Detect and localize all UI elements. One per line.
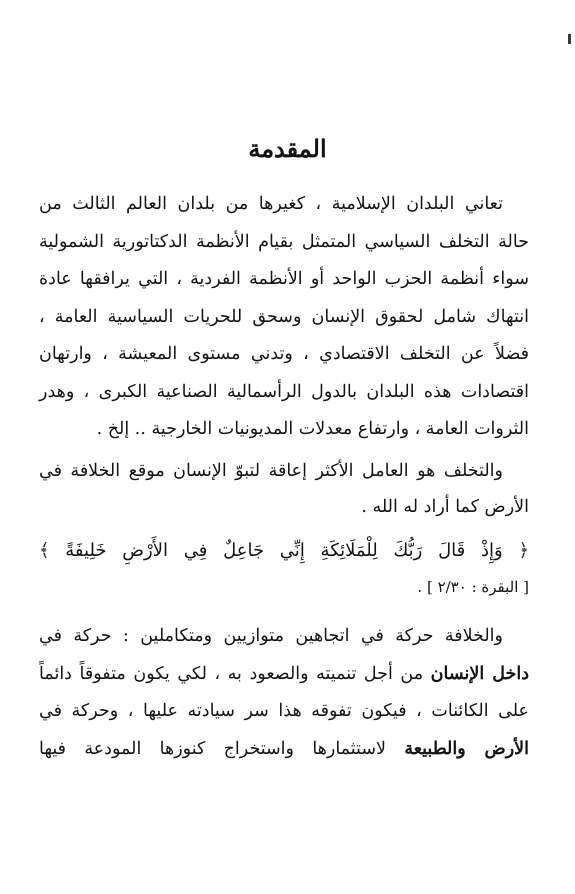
- text-line: والخلافة حركة في اتجاهين متوازيين ومتكاملين : حركة في: [39, 626, 503, 646]
- text-line: [39, 731, 529, 769]
- page-edge-mark: [568, 34, 571, 44]
- paragraph-intro: [39, 186, 529, 449]
- text-fragment: لاستثمارها واستخراج كنوزها المودعة فيها: [39, 738, 405, 759]
- text-line: تعاني البلدان الإسلامية ، كغيرها من بلدان العالم الثالث من: [39, 194, 503, 214]
- text-line: حالة التخلف السياسي المتمثل بقيام الأنظمة الدكتاتورية الشمولية: [39, 231, 529, 252]
- paragraph-backwardness: [39, 453, 529, 525]
- verse-open-bracket: ﴿: [518, 540, 529, 561]
- bold-term: داخل الإنسان: [430, 663, 529, 684]
- quran-verse: [39, 537, 529, 565]
- verse-close-bracket: ﴾: [39, 540, 50, 561]
- text-line: الثروات العامة ، وارتفاع معدلات المديونيات الخارجية .. إلخ .: [96, 419, 529, 439]
- verse-text: وَإِذْ قَالَ رَبُّكَ لِلْمَلَائِكَةِ إِنِّي جَاعِلٌ فِي الأَرْضِ خَلِيفَةً: [65, 540, 503, 561]
- text-line: سواء أنظمة الحزب الواحد أو الأنظمة الفردية ، التي يرافقها عادة: [39, 269, 529, 289]
- paragraph-caliphate: [39, 618, 529, 768]
- text-line: [39, 656, 529, 694]
- text-line: الأرض كما أراد له الله .: [361, 497, 529, 517]
- verse-reference: [ البقرة : ٢/٣٠ ] .: [417, 578, 529, 596]
- bold-term: الأرض والطبيعة: [404, 738, 529, 759]
- text-line: انتهاك شامل لحقوق الإنسان وسحق للحريات السياسية العامة ،: [39, 306, 529, 327]
- text-line: اقتصادات هذه البلدان بالدول الرأسمالية الصناعية الكبرى ، وهدر: [39, 381, 529, 402]
- text-line: على الكائنات ، فيكون تفوقه هذا سر سيادته عليها ، وحركة في: [39, 701, 529, 721]
- text-fragment: من أجل تنميته والصعود به ، لكي يكون متفوقاً دائماً: [39, 663, 431, 684]
- page-title: المقدمة: [248, 134, 327, 163]
- text-line: والتخلف هو العامل الأكثر إعاقة لتبوّ الإنسان موقع الخلافة في: [39, 461, 503, 481]
- text-line: فضلاً عن التخلف الاقتصادي ، وتدني مستوى المعيشة ، وارتهان: [39, 344, 529, 364]
